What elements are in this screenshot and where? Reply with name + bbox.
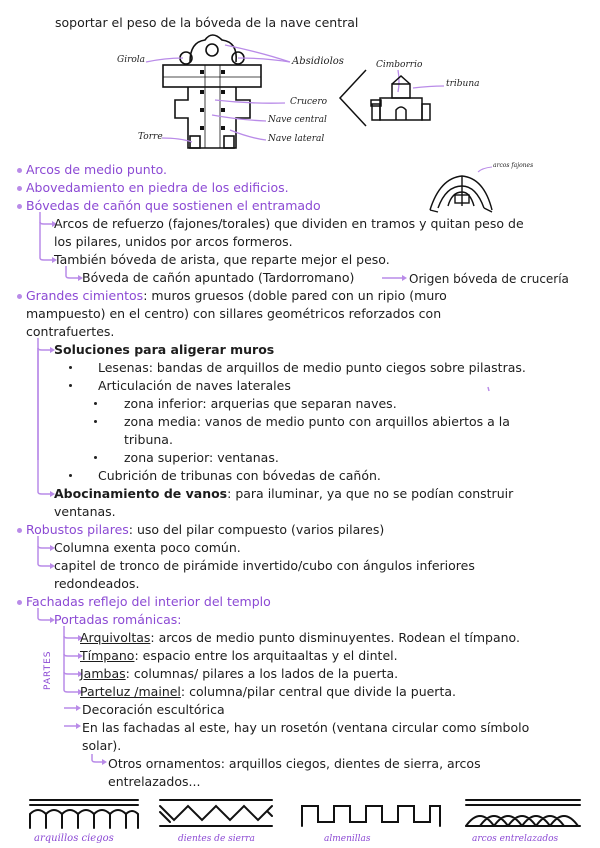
ornament-arcos-entrelazados <box>466 800 580 826</box>
note-zona-inferior: zona inferior: arquerias que separan naves. <box>124 396 397 411</box>
note-fajones-1: Arcos de refuerzo (fajones/torales) que dividen en tramos y quitan peso de <box>54 216 524 231</box>
text-abocinamiento-1: : para iluminar, ya que no se podían construir <box>227 486 514 501</box>
term-arquivoltas: Arquivoltas <box>80 630 151 645</box>
note-capitel-2: redondeados. <box>54 576 140 591</box>
note-capitel-1: capitel de tronco de pirámide invertido/cubo con ángulos inferiores <box>54 558 475 573</box>
label-nave-lateral: Nave lateral <box>268 134 325 144</box>
note-articulacion: Articulación de naves laterales <box>98 378 291 393</box>
term-parteluz: Parteluz /mainel <box>80 684 181 699</box>
intro-line: soportar el peso de la bóveda de la nave central <box>55 15 359 30</box>
note-zona-superior: zona superior: ventanas. <box>124 450 279 465</box>
note-cimientos-2: mampuesto) en el centro) con sillares geométricos reforzados con <box>26 306 442 321</box>
ornament-label-almenillas: almenillas <box>324 834 371 844</box>
note-fachadas-title: Fachadas reflejo del interior del templo <box>26 594 271 609</box>
text-arquivoltas: : arcos de medio punto disminuyentes. Rodean el tímpano. <box>150 630 520 645</box>
label-nave-central: Nave central <box>268 115 327 125</box>
label-arcos-fajones: arcos fajones <box>493 162 534 169</box>
label-torre: Torre <box>138 132 163 142</box>
note-cimientos-3: contrafuertes. <box>26 324 115 339</box>
note-fajones-2: los pilares, unidos por arcos formeros. <box>54 234 293 249</box>
note-otros-1: Otros ornamentos: arquillos ciegos, dientes de sierra, arcos <box>108 756 481 771</box>
ornament-almenillas <box>302 806 440 826</box>
ornament-dientes-de-sierra <box>160 800 272 826</box>
text-cimientos-1: : muros gruesos (doble pared con un ripio (muro <box>143 288 447 303</box>
term-timpano: Tímpano <box>80 648 135 663</box>
note-abovedamiento: Abovedamiento en piedra de los edificios. <box>26 180 289 195</box>
text-jambas: : columnas/ pilares a los lados de la puerta. <box>125 666 399 681</box>
note-soluciones: Soluciones para aligerar muros <box>54 342 275 357</box>
text-pilares: : uso del pilar compuesto (varios pilares) <box>128 522 385 537</box>
term-abocinamiento: Abocinamiento de vanos <box>54 486 228 501</box>
note-lesenas: Lesenas: bandas de arquillos de medio punto ciegos sobre pilastras. <box>98 360 526 375</box>
note-roseton-2: solar). <box>82 738 122 753</box>
note-origen-cruceria: Origen bóveda de crucería <box>409 272 569 286</box>
note-arista: También bóveda de arista, que reparte mejor el peso. <box>54 252 390 267</box>
note-apuntado: Bóveda de cañón apuntado (Tardorromano) <box>82 270 355 285</box>
ornament-label-arquillos-ciegos: arquillos ciegos <box>34 833 114 844</box>
text-parteluz: : columna/pilar central que divide la puerta. <box>180 684 456 699</box>
label-tribuna: tribuna <box>446 79 480 89</box>
label-girola: Girola <box>117 55 146 65</box>
term-grandes-cimientos: Grandes cimientos <box>26 288 144 303</box>
note-roseton-1: En las fachadas al este, hay un rosetón (ventana circular como símbolo <box>82 720 530 735</box>
note-portadas: Portadas románicas: <box>54 612 182 627</box>
note-zona-media-1: zona media: vanos de medio punto con arquillos abiertos a la <box>124 414 510 429</box>
label-crucero: Crucero <box>290 97 328 107</box>
note-zona-media-2: tribuna. <box>124 432 173 447</box>
term-jambas: Jambas <box>80 666 126 681</box>
note-decoracion: Decoración escultórica <box>82 702 225 717</box>
note-arcos: Arcos de medio punto. <box>26 162 167 177</box>
term-robustos-pilares: Robustos pilares <box>26 522 129 537</box>
label-absidiolos: Absidiolos <box>292 56 344 67</box>
label-partes: PARTES <box>43 650 53 690</box>
ornament-arquillos-ciegos <box>30 800 138 828</box>
label-cimborrio: Cimborrio <box>376 60 423 70</box>
note-otros-2: entrelazados... <box>108 774 201 789</box>
note-bovedas-title: Bóvedas de cañón que sostienen el entramado <box>26 198 321 213</box>
note-abocinamiento-2: ventanas. <box>54 504 116 519</box>
text-timpano: : espacio entre los arquitaaltas y el dintel. <box>134 648 398 663</box>
note-cubricion: Cubrición de tribunas con bóvedas de cañón. <box>98 468 381 483</box>
ornament-label-dientes-de-sierra: dientes de sierra <box>178 834 255 844</box>
ornament-label-arcos-entrelazados: arcos entrelazados <box>472 834 559 844</box>
note-columna: Columna exenta poco común. <box>54 540 241 555</box>
